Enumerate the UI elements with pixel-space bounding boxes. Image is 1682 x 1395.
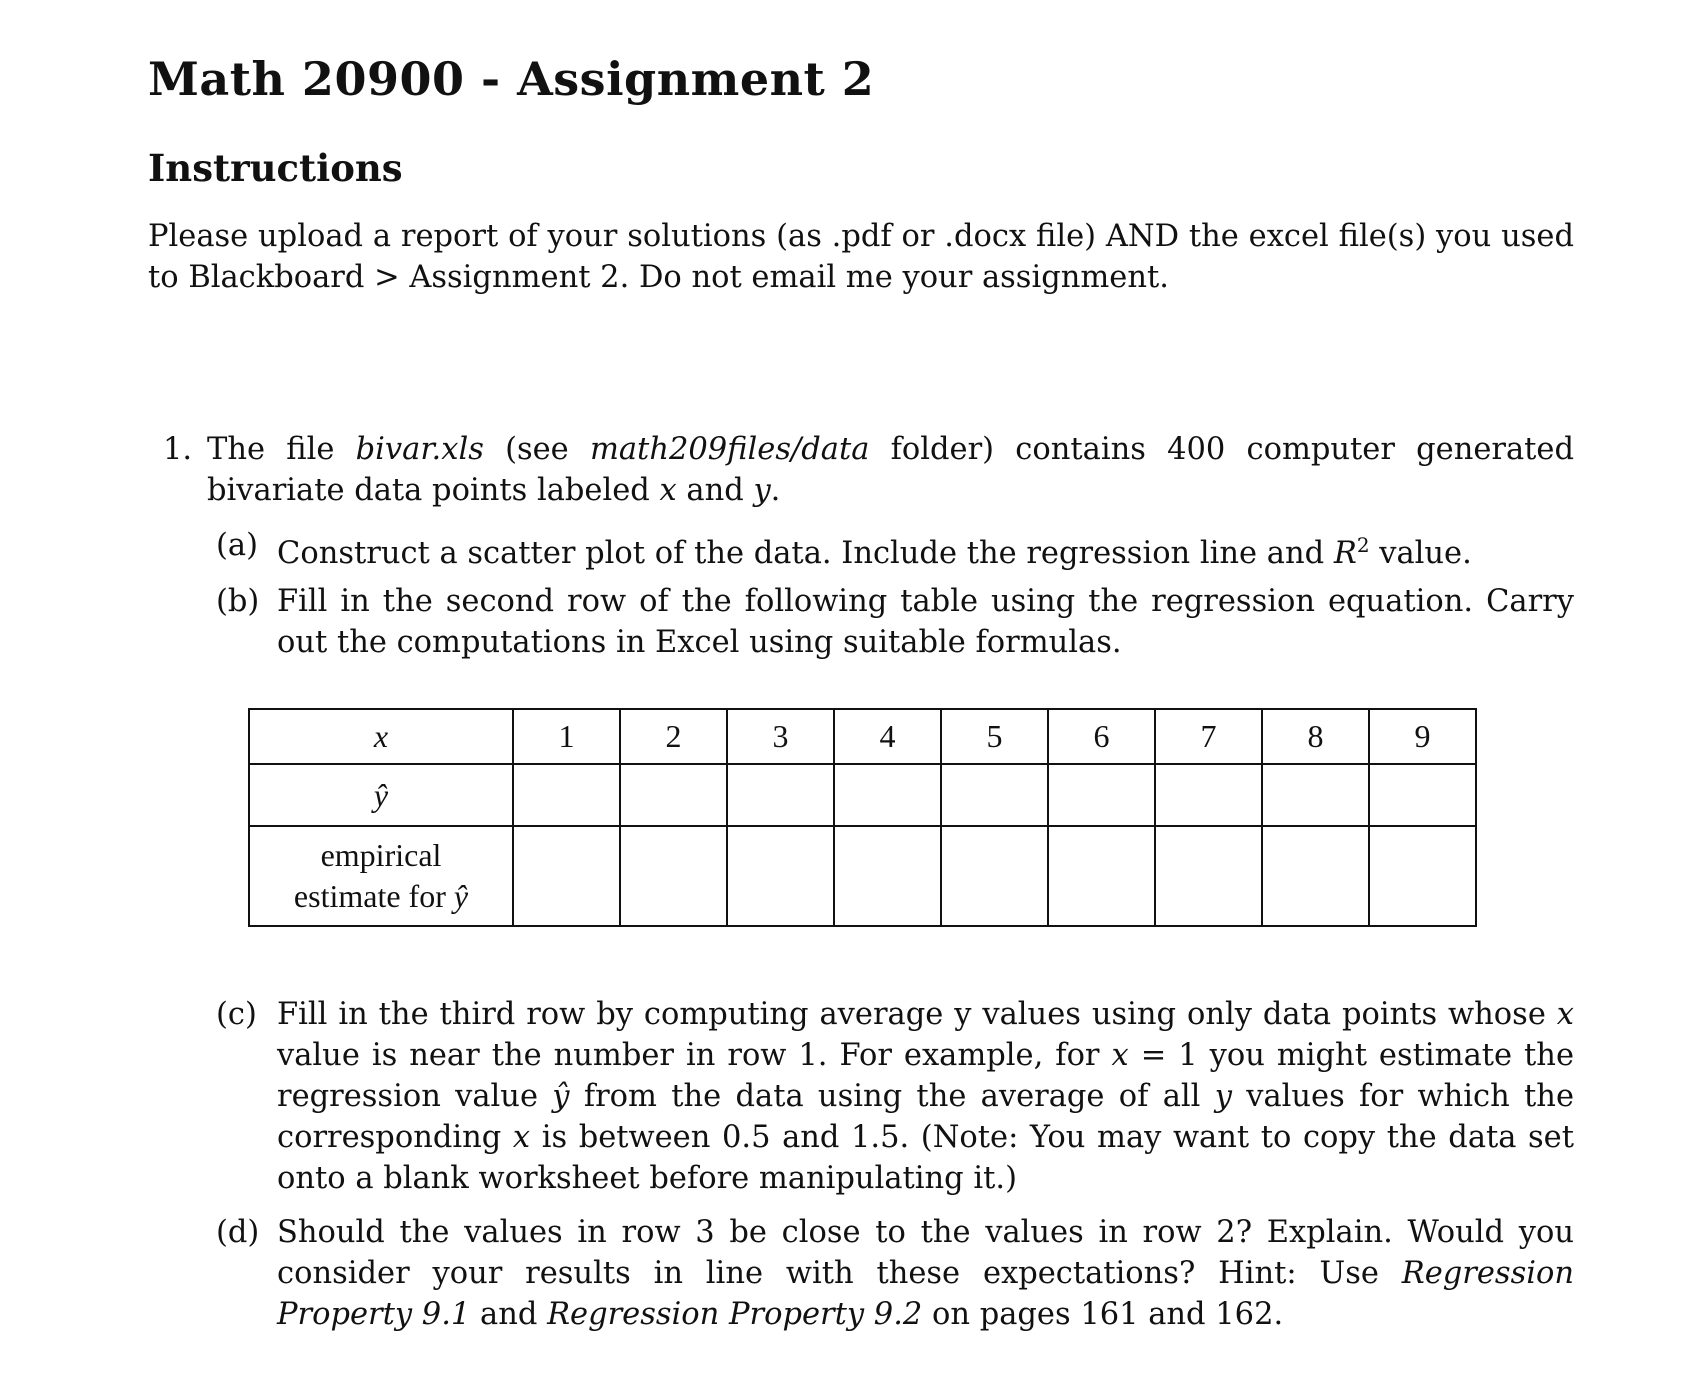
x-value-cell: 6 bbox=[1048, 709, 1155, 764]
table-row-yhat bbox=[249, 764, 1476, 826]
instructions-heading: Instructions bbox=[148, 146, 403, 190]
empirical-cell bbox=[513, 826, 620, 926]
row-label-x: x bbox=[249, 709, 513, 764]
regression-table bbox=[248, 708, 1477, 927]
page-title: Math 20900 - Assignment 2 bbox=[148, 52, 875, 106]
empirical-cell bbox=[1262, 826, 1369, 926]
question-1-text: The file bivar.xls (see math209files/data folder) contains 400 computer generated bivariate data points labeled x and y. bbox=[207, 432, 1575, 508]
row-label-empirical: empirical estimate for ŷ bbox=[249, 826, 513, 926]
yhat-cell bbox=[941, 764, 1048, 826]
x-value-cell: 2 bbox=[620, 709, 727, 764]
part-c-label: (c) bbox=[216, 997, 257, 1032]
x-value-cell: 9 bbox=[1369, 709, 1476, 764]
part-d-text: Should the values in row 3 be close to the values in row 2? Explain. Would you consider your results in line with these expectations? Hint: Use Regression Property 9.1 and Regression Property 9.2 on pages 161 and 162. bbox=[277, 1215, 1574, 1332]
yhat-cell bbox=[513, 764, 620, 826]
part-b bbox=[216, 581, 1574, 663]
empirical-cell bbox=[1048, 826, 1155, 926]
x-value-cell: 8 bbox=[1262, 709, 1369, 764]
part-a bbox=[216, 525, 1574, 574]
reference-property-9-1: Regression Property 9.1 bbox=[277, 1256, 1574, 1332]
empirical-cell bbox=[1369, 826, 1476, 926]
reference-property-9-2: Regression Property 9.2 bbox=[547, 1297, 923, 1332]
question-1-number: 1. bbox=[163, 432, 193, 467]
part-a-label: (a) bbox=[216, 528, 258, 563]
x-value-cell: 3 bbox=[727, 709, 834, 764]
part-c bbox=[216, 994, 1574, 1199]
yhat-cell bbox=[1369, 764, 1476, 826]
part-b-label: (b) bbox=[216, 584, 260, 619]
empirical-cell bbox=[834, 826, 941, 926]
x-value-cell: 1 bbox=[513, 709, 620, 764]
yhat-cell bbox=[727, 764, 834, 826]
yhat-cell bbox=[620, 764, 727, 826]
instructions-text: Please upload a report of your solutions (as .pdf or .docx file) AND the excel file(s) you used to Blackboard > Assignment 2. Do not email me your assignment. bbox=[148, 219, 1574, 295]
yhat-cell bbox=[1262, 764, 1369, 826]
x-value-cell: 7 bbox=[1155, 709, 1262, 764]
yhat-cell bbox=[834, 764, 941, 826]
yhat-cell bbox=[1048, 764, 1155, 826]
part-d-label: (d) bbox=[216, 1215, 260, 1250]
empirical-cell bbox=[620, 826, 727, 926]
question-1 bbox=[163, 429, 1574, 511]
part-c-text: Fill in the third row by computing average y values using only data points whose x value is near the number in row 1. For example, for x = 1 you might estimate the regression value ŷ from the data using the average of all y values for which the corresponding x is between 0.5 and 1.5. (Note: You may want to copy the data set onto a blank worksheet before manipulating it.) bbox=[277, 997, 1574, 1196]
part-d bbox=[216, 1212, 1574, 1335]
table-row-empirical bbox=[249, 826, 1476, 926]
part-a-text: Construct a scatter plot of the data. Include the regression line and $R^2$ value. bbox=[277, 533, 1472, 572]
file-name: bivar.xls bbox=[355, 432, 484, 467]
table-row-x bbox=[249, 709, 1476, 764]
row-label-yhat: ŷ bbox=[249, 764, 513, 826]
x-value-cell: 5 bbox=[941, 709, 1048, 764]
empirical-cell bbox=[727, 826, 834, 926]
empirical-cell bbox=[941, 826, 1048, 926]
folder-name: math209files/data bbox=[589, 432, 870, 467]
empirical-cell bbox=[1155, 826, 1262, 926]
yhat-cell bbox=[1155, 764, 1262, 826]
part-b-text: Fill in the second row of the following table using the regression equation. Carry out the computations in Excel using suitable formulas. bbox=[277, 584, 1574, 660]
x-value-cell: 4 bbox=[834, 709, 941, 764]
